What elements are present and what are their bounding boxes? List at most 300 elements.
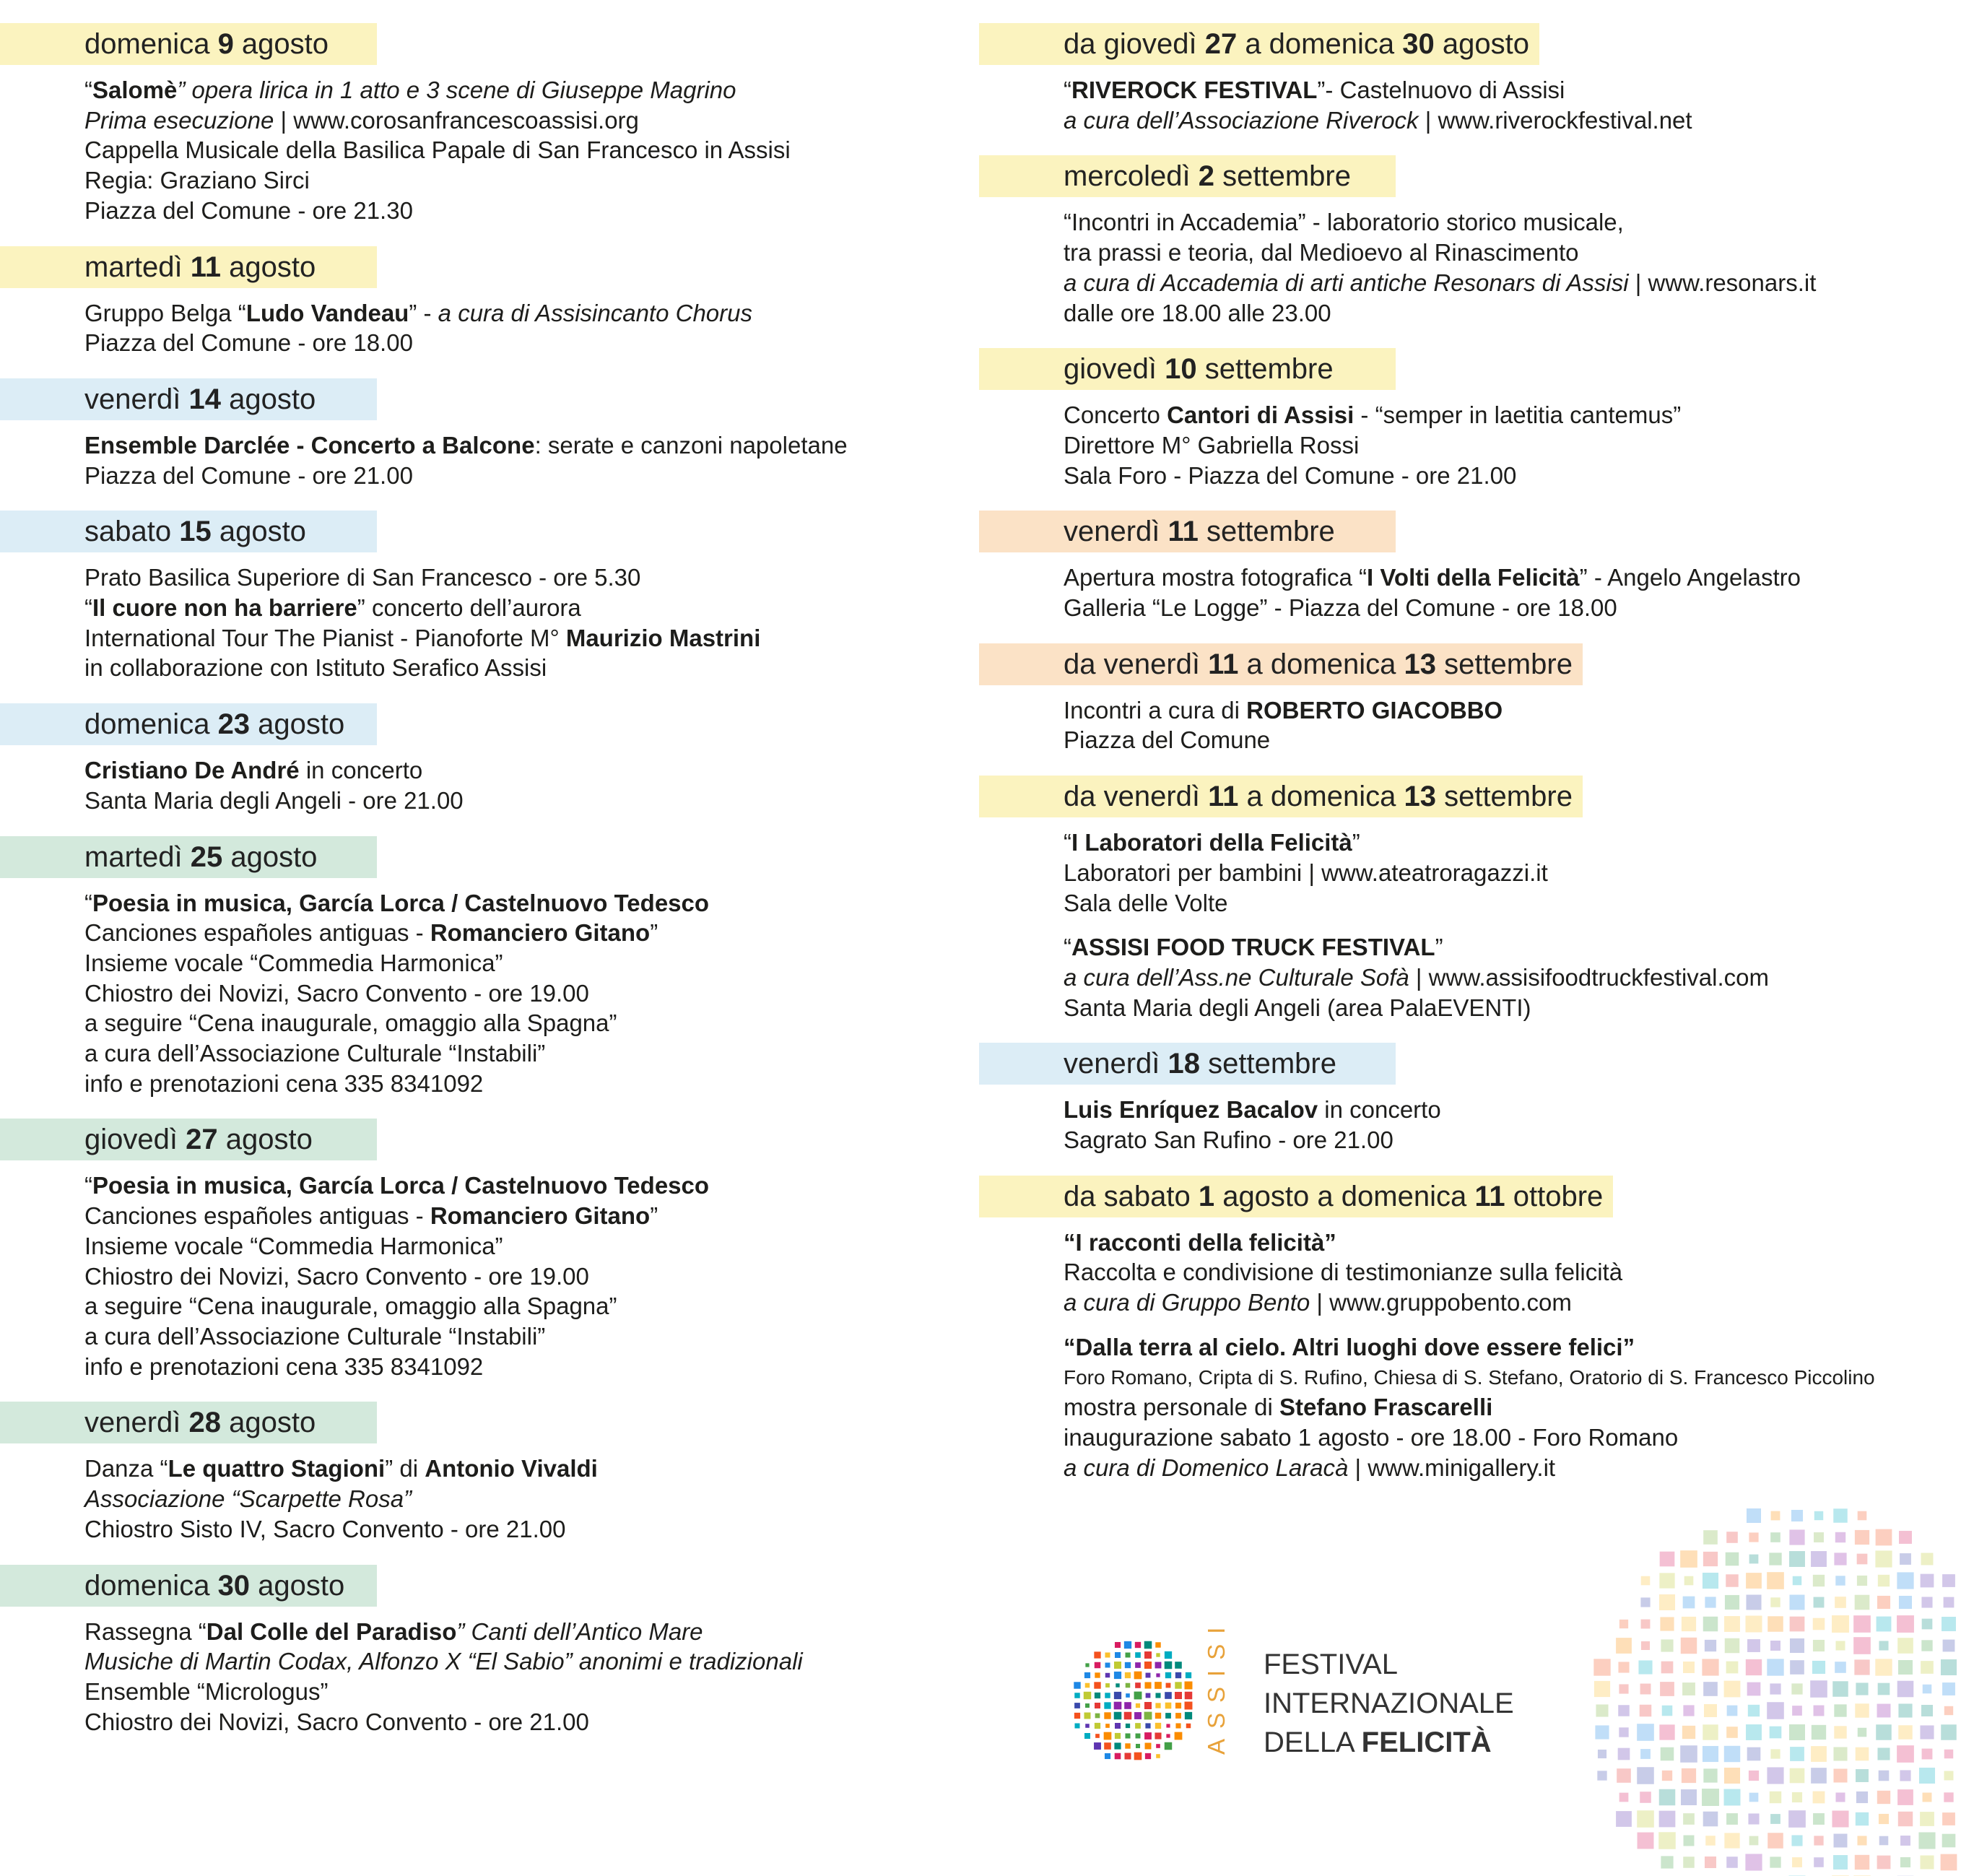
detail-text: Insieme vocale “Commedia Harmonica” — [84, 949, 503, 976]
event-date-header — [979, 643, 1583, 685]
detail-text: Piazza del Comune - ore 21.00 — [84, 461, 413, 489]
event-details — [979, 828, 1947, 1022]
detail-line — [1064, 1392, 1947, 1423]
date-post: agosto — [233, 28, 329, 60]
mosaic-square — [1879, 1836, 1889, 1846]
mosaic-square — [1084, 1692, 1091, 1699]
mosaic-square — [1155, 1642, 1160, 1647]
event-3 — [979, 348, 1947, 490]
event-date-header — [979, 348, 1396, 390]
mosaic-square — [1834, 1704, 1846, 1716]
mosaic-square — [1619, 1684, 1628, 1693]
mosaic-square — [1105, 1753, 1110, 1759]
mosaic-square — [1832, 1810, 1848, 1827]
event-1 — [979, 23, 1947, 135]
detail-text: a seguire “Cena inaugurale, omaggio alla Spagna” — [84, 1009, 617, 1037]
date-pre: mercoledì — [1064, 160, 1199, 193]
event-details — [0, 1454, 968, 1544]
mosaic-square — [1703, 1530, 1718, 1545]
event-date-header — [0, 1565, 377, 1607]
mosaic-square — [1114, 1692, 1121, 1699]
detail-line — [84, 563, 968, 593]
mosaic-square — [1746, 1724, 1762, 1740]
mosaic-square — [1703, 1617, 1718, 1631]
mosaic-square — [1943, 1640, 1955, 1652]
date-post: agosto — [250, 1569, 345, 1602]
detail-text: Salomè — [92, 77, 178, 103]
mosaic-square — [1793, 1576, 1801, 1585]
date-post: agosto — [221, 251, 316, 283]
detail-text: Associazione “Scarpette Rosa” — [84, 1485, 412, 1513]
event-details — [0, 888, 968, 1099]
mosaic-square — [1726, 1662, 1739, 1674]
date-num: 30 — [217, 1569, 251, 1602]
mosaic-square — [1920, 1725, 1934, 1739]
mosaic-square — [1114, 1702, 1122, 1710]
date-post2: settembre — [1435, 648, 1573, 680]
detail-text: Antonio Vivaldi — [425, 1455, 598, 1482]
detail-line — [84, 1038, 968, 1069]
detail-text: “ — [84, 77, 92, 103]
mosaic-square — [1185, 1712, 1192, 1719]
mosaic-square — [1619, 1727, 1628, 1737]
event-details — [979, 75, 1947, 135]
mosaic-square — [1726, 1813, 1738, 1825]
event-date-header — [0, 703, 377, 745]
mosaic-square — [1661, 1747, 1674, 1761]
detail-text: Canciones españoles antiguas - — [84, 919, 430, 947]
detail-line — [84, 75, 968, 105]
mosaic-square — [1175, 1732, 1183, 1740]
detail-text: ” concerto dell’aurora — [357, 594, 581, 622]
detail-line — [84, 1291, 968, 1321]
mosaic-square — [1811, 1768, 1827, 1784]
mosaic-square — [1792, 1706, 1802, 1716]
mosaic-square — [1085, 1663, 1089, 1667]
mosaic-square — [1155, 1662, 1162, 1669]
mosaic-square — [1748, 1705, 1760, 1716]
mosaic-square — [1681, 1789, 1697, 1805]
detail-text: “Incontri in Accademia” - laboratorio storico musicale, — [1064, 209, 1624, 236]
detail-line — [1064, 828, 1947, 858]
logo-city: ASSISI — [1203, 1617, 1230, 1755]
detail-line — [84, 1231, 968, 1261]
mosaic-square — [1833, 1855, 1848, 1870]
mosaic-square — [1897, 1615, 1914, 1633]
mosaic-square — [1813, 1640, 1825, 1651]
detail-text: a cura dell’Associazione Culturale “Instabili” — [84, 1322, 546, 1350]
mosaic-square — [1705, 1836, 1716, 1846]
mosaic-square — [1619, 1793, 1629, 1802]
mosaic-square — [1124, 1641, 1131, 1649]
detail-text: Cristiano De André — [84, 757, 300, 784]
date-pre: domenica — [84, 708, 218, 741]
event-details — [0, 430, 968, 490]
mosaic-square — [1115, 1753, 1121, 1760]
mosaic-square — [1095, 1703, 1100, 1708]
mosaic-square — [1898, 1660, 1913, 1675]
detail-text: Piazza del Comune - ore 18.00 — [84, 329, 413, 357]
detail-line — [84, 461, 968, 491]
mosaic-square — [1875, 1659, 1892, 1675]
detail-line — [1064, 888, 1947, 919]
mosaic-square — [1767, 1572, 1784, 1589]
detail-line — [84, 1261, 968, 1292]
right-column — [979, 23, 1947, 1503]
event-8 — [0, 1402, 968, 1544]
mosaic-square — [1084, 1733, 1090, 1739]
mosaic-square — [1681, 1638, 1697, 1654]
mosaic-square — [1856, 1747, 1869, 1761]
mosaic-square — [1747, 1747, 1761, 1761]
mosaic-square — [1835, 1792, 1845, 1802]
detail-text: I Laboratori della Felicità — [1071, 829, 1352, 856]
mosaic-square — [1095, 1723, 1100, 1729]
detail-text: Piazza del Comune — [1064, 726, 1271, 754]
mosaic-square — [1618, 1662, 1629, 1672]
mosaic-square — [1876, 1529, 1892, 1546]
mosaic-square — [1074, 1682, 1080, 1688]
event-date-header — [0, 1119, 377, 1160]
detail-text: in concerto — [299, 757, 423, 784]
mosaic-square — [1789, 1724, 1805, 1740]
date-num: 11 — [190, 251, 222, 283]
mosaic-square — [1877, 1791, 1890, 1804]
mosaic-square — [1810, 1680, 1827, 1698]
detail-line — [1064, 993, 1947, 1023]
mosaic-square — [1105, 1673, 1110, 1677]
mosaic-square — [1114, 1742, 1121, 1749]
mosaic-square — [1877, 1747, 1890, 1760]
date-post: agosto — [222, 841, 318, 873]
mosaic-square — [1074, 1703, 1080, 1708]
detail-text: ” — [650, 919, 658, 947]
mosaic-square — [1616, 1638, 1632, 1654]
mosaic-square — [1125, 1672, 1131, 1678]
detail-line — [1064, 1095, 1947, 1125]
mosaic-square — [1944, 1597, 1955, 1608]
mosaic-square — [1792, 1792, 1802, 1802]
mosaic-square — [1680, 1745, 1697, 1763]
detail-text: Chiostro Sisto IV, Sacro Convento - ore 21.00 — [84, 1515, 566, 1542]
mosaic-square — [1680, 1550, 1697, 1568]
date-post: agosto — [250, 708, 345, 741]
event-date-header — [0, 1402, 377, 1443]
date-num: 23 — [217, 708, 251, 741]
mosaic-square — [1856, 1812, 1869, 1825]
mosaic-square — [1767, 1702, 1784, 1719]
detail-text: Ensemble “Micrologus” — [84, 1677, 329, 1705]
mosaic-square — [1659, 1573, 1674, 1588]
mosaic-square — [1727, 1706, 1738, 1716]
mosaic-square — [1084, 1672, 1090, 1678]
mosaic-square — [1156, 1653, 1160, 1656]
detail-text: | www.riverockfestival.net — [1418, 106, 1692, 134]
mosaic-square — [1942, 1812, 1955, 1825]
mosaic-square — [1703, 1682, 1718, 1696]
event-details — [0, 75, 968, 226]
event-date-header — [0, 246, 377, 288]
mosaic-square — [1941, 1724, 1957, 1740]
mosaic-square — [1897, 1745, 1914, 1763]
mosaic-square — [1175, 1713, 1181, 1719]
detail-line — [84, 430, 968, 461]
mosaic-square — [1814, 1857, 1824, 1867]
detail-text: Chiostro dei Novizi, Sacro Convento - ore 19.00 — [84, 979, 589, 1007]
mosaic-square — [1898, 1812, 1913, 1826]
mosaic-square — [1641, 1641, 1650, 1650]
mosaic-square — [1684, 1836, 1695, 1846]
mosaic-square — [1637, 1724, 1654, 1741]
mosaic-square — [1790, 1617, 1805, 1632]
detail-line — [1064, 932, 1947, 963]
event-4 — [979, 511, 1947, 622]
detail-line — [84, 593, 968, 623]
event-details — [0, 1617, 968, 1737]
mosaic-square — [1789, 1551, 1805, 1567]
mosaic-square — [1155, 1723, 1161, 1729]
mosaic-square — [1856, 1792, 1868, 1803]
mosaic-square — [1074, 1713, 1080, 1719]
mosaic-square — [1104, 1742, 1111, 1750]
detail-text: Foro Romano, Cripta di S. Rufino, Chiesa di S. Stefano, Oratorio di S. Francesco Piccolino — [1064, 1365, 1875, 1389]
mosaic-square — [1770, 1532, 1780, 1542]
detail-line — [1064, 207, 1947, 238]
mosaic-square — [1749, 1793, 1759, 1802]
mosaic-square — [1724, 1768, 1740, 1784]
detail-text: “ — [1064, 934, 1071, 961]
mosaic-square — [1126, 1683, 1131, 1688]
mosaic-square — [1683, 1597, 1695, 1609]
date-num: 27 — [1204, 28, 1238, 60]
mosaic-square — [1094, 1682, 1100, 1688]
mosaic-square — [1165, 1742, 1172, 1750]
mosaic-square — [1814, 1511, 1823, 1520]
mosaic-square — [1942, 1574, 1955, 1587]
detail-text: Maurizio Mastrini — [565, 624, 761, 651]
mosaic-square — [1105, 1724, 1110, 1728]
detail-line — [1064, 695, 1947, 726]
event-date-header — [0, 836, 377, 878]
date-post: agosto a domenica — [1214, 1180, 1475, 1212]
mosaic-square — [1105, 1652, 1110, 1657]
detail-text: ASSISI FOOD TRUCK FESTIVAL — [1071, 934, 1435, 961]
date-num: 10 — [1165, 353, 1197, 386]
detail-line — [1064, 1228, 1947, 1258]
detail-line — [84, 165, 968, 196]
mosaic-square — [1770, 1641, 1780, 1651]
mosaic-square — [1144, 1712, 1152, 1720]
mosaic-square — [1921, 1553, 1934, 1565]
detail-line — [84, 1484, 968, 1514]
event-date-header — [979, 1176, 1613, 1217]
mosaic-square — [1789, 1594, 1804, 1610]
logo-title — [1264, 1645, 1514, 1762]
mosaic-square — [1659, 1724, 1674, 1740]
event-2 — [979, 155, 1947, 328]
detail-text: info e prenotazioni cena 335 8341092 — [84, 1069, 484, 1097]
detail-line — [1064, 593, 1947, 623]
mosaic-square — [1144, 1651, 1152, 1659]
mosaic-square — [1855, 1703, 1869, 1717]
detail-text: Raccolta e condivisione di testimonianze sulla felicità — [1064, 1259, 1623, 1286]
mosaic-square — [1165, 1703, 1172, 1709]
detail-line — [84, 1454, 968, 1484]
date-pre: venerdì — [84, 383, 189, 415]
mosaic-square — [1900, 1770, 1910, 1781]
mosaic-square — [1857, 1576, 1867, 1586]
detail-text: a seguire “Cena inaugurale, omaggio alla Spagna” — [84, 1293, 617, 1320]
detail-text: Ensemble Darclée - Concerto a Balcone — [84, 431, 535, 459]
date-num: 9 — [217, 28, 234, 60]
mosaic-square — [1618, 1705, 1630, 1716]
mosaic-square — [1812, 1661, 1825, 1674]
detail-line — [84, 1069, 968, 1099]
detail-line — [1064, 1257, 1947, 1287]
mosaic-square — [1812, 1725, 1826, 1740]
event-details — [979, 207, 1947, 328]
mosaic-square — [1813, 1792, 1825, 1804]
detail-text: Santa Maria degli Angeli - ore 21.00 — [84, 786, 464, 814]
detail-text: “ — [1064, 829, 1071, 856]
date-pre: da venerdì — [1064, 648, 1209, 680]
detail-line — [84, 298, 968, 329]
mosaic-square — [1814, 1706, 1825, 1716]
mosaic-square — [1593, 1659, 1610, 1675]
mosaic-square — [1165, 1713, 1171, 1719]
detail-line — [1064, 563, 1947, 593]
detail-line — [84, 1352, 968, 1382]
detail-text: Rassegna “ — [84, 1617, 206, 1645]
mosaic-square — [1899, 1596, 1912, 1609]
mosaic-square — [1134, 1672, 1142, 1680]
mosaic-square — [1747, 1508, 1761, 1523]
mosaic-square — [1640, 1792, 1651, 1803]
mosaic-square — [1879, 1641, 1888, 1650]
mosaic-square — [1792, 1857, 1802, 1867]
date-pre: martedì — [84, 251, 191, 283]
mosaic-square — [1724, 1616, 1740, 1632]
mosaic-square — [1125, 1733, 1130, 1738]
detail-line — [1064, 858, 1947, 888]
mosaic-square — [1094, 1742, 1101, 1750]
mosaic-square — [1186, 1724, 1191, 1728]
mosaic-square — [1125, 1743, 1130, 1748]
date-num: 15 — [179, 516, 212, 548]
detail-line — [84, 1201, 968, 1231]
mosaic-square — [1921, 1597, 1932, 1607]
mosaic-square — [1814, 1597, 1825, 1608]
detail-text: ” - — [409, 299, 438, 326]
mosaic-square — [1919, 1768, 1935, 1784]
detail-line — [84, 1171, 968, 1201]
left-column — [0, 23, 968, 1757]
detail-text: Santa Maria degli Angeli (area PalaEVENTI) — [1064, 994, 1531, 1021]
mosaic-square — [1658, 1832, 1676, 1849]
mosaic-square — [1684, 1576, 1694, 1586]
mosaic-square — [1791, 1835, 1802, 1846]
mosaic-square — [1095, 1734, 1100, 1738]
mosaic-square — [1749, 1836, 1759, 1846]
detail-line — [84, 623, 968, 653]
date-pre: da sabato — [1064, 1180, 1199, 1212]
mosaic-square — [1155, 1682, 1162, 1689]
mosaic-square — [1705, 1640, 1716, 1651]
logo-line-3-pre: DELLA — [1264, 1727, 1362, 1758]
mosaic-square — [1598, 1750, 1606, 1758]
event-5 — [979, 643, 1947, 755]
mosaic-square — [1790, 1768, 1805, 1784]
date-pre: da venerdì — [1064, 781, 1209, 813]
mosaic-square — [1095, 1672, 1100, 1677]
date-pre: domenica — [84, 28, 218, 60]
mosaic-square — [1641, 1576, 1651, 1586]
mosaic-square — [1074, 1723, 1079, 1728]
detail-text: “I racconti della felicità” — [1064, 1228, 1336, 1256]
mosaic-square — [1703, 1552, 1718, 1566]
mosaic-square — [1134, 1712, 1142, 1719]
mosaic-square — [1703, 1724, 1718, 1740]
detail-text: ROBERTO GIACOBBO — [1246, 696, 1503, 724]
mosaic-square — [1835, 1662, 1846, 1673]
detail-line — [84, 1514, 968, 1545]
mosaic-square — [1155, 1693, 1160, 1698]
detail-text: ” — [650, 1202, 658, 1230]
mosaic-square — [1900, 1836, 1910, 1846]
detail-text: ” — [1352, 829, 1360, 856]
mosaic-square — [1136, 1703, 1140, 1708]
mosaic-square — [1920, 1812, 1934, 1826]
mosaic-square — [1942, 1617, 1956, 1631]
event-8 — [979, 1176, 1947, 1483]
mosaic-square — [1897, 1681, 1914, 1698]
date-post: settembre — [1196, 353, 1334, 386]
detail-text: in collaborazione con Istituto Serafico Assisi — [84, 654, 547, 682]
mosaic-square — [1789, 1529, 1804, 1545]
mosaic-square — [1897, 1638, 1913, 1654]
mosaic-square — [1662, 1771, 1672, 1781]
detail-line — [84, 948, 968, 978]
detail-text: ” - Angelo Angelastro — [1579, 564, 1801, 591]
mosaic-square — [1944, 1706, 1953, 1715]
mosaic-square — [1944, 1771, 1954, 1781]
detail-text: | www.assisifoodtruckfestival.com — [1409, 963, 1769, 991]
detail-text: Galleria “Le Logge” - Piazza del Comune - ore 18.00 — [1064, 594, 1617, 622]
mosaic-square — [1853, 1637, 1871, 1654]
mosaic-square — [1135, 1642, 1141, 1648]
event-date-header — [979, 776, 1583, 817]
mosaic-square — [1834, 1726, 1846, 1738]
detail-line — [84, 1008, 968, 1038]
mosaic-square — [1853, 1615, 1871, 1633]
mosaic-square — [1876, 1724, 1892, 1740]
date-post: agosto — [217, 1124, 313, 1156]
mosaic-square — [1770, 1792, 1781, 1803]
date-post2: ottobre — [1505, 1180, 1604, 1212]
decorative-mosaic-circle-icon — [1588, 1502, 1961, 1876]
mosaic-square — [1637, 1810, 1654, 1828]
detail-text: ” opera lirica in 1 atto e 3 scene di Giuseppe Magrino — [177, 77, 736, 103]
detail-text: Le quattro Stagioni — [168, 1455, 386, 1482]
mosaic-square — [1835, 1532, 1845, 1542]
detail-text: a cura di Accademia di arti antiche Resonars di Assisi — [1064, 269, 1629, 296]
detail-text: Regia: Graziano Sirci — [84, 167, 310, 194]
mosaic-square — [1145, 1753, 1151, 1759]
mosaic-square — [1705, 1857, 1716, 1868]
mosaic-square — [1921, 1661, 1934, 1674]
mosaic-square — [1746, 1573, 1762, 1589]
detail-text: “ — [84, 594, 92, 622]
